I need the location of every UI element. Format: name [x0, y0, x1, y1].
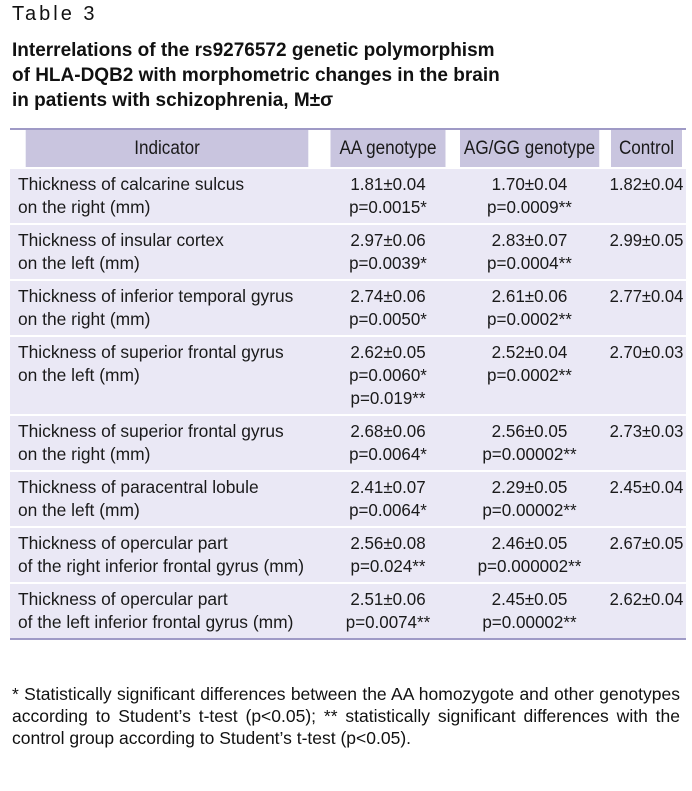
cell-text-line: Thickness of calcarine sulcus — [18, 174, 245, 194]
cell-text-line: Thickness of opercular part — [18, 533, 228, 553]
cell-text-line: p=0.000002** — [477, 556, 582, 576]
cell-text-line: p=0.0015* — [349, 197, 427, 217]
cell-text-line: p=0.0009** — [487, 197, 572, 217]
cell-text-line: 2.51±0.06 — [350, 589, 426, 609]
cell-text-line: p=0.00002** — [482, 500, 577, 520]
aa-genotype-cell — [324, 527, 452, 583]
column-header-ag-gg-genotype: AG/GG genotype — [460, 129, 600, 168]
ag-gg-genotype-cell — [452, 527, 607, 583]
cell-text-line: 2.56±0.08 — [350, 533, 426, 553]
table-row — [10, 471, 686, 527]
table-row — [10, 280, 686, 336]
cell-text-line: 2.56±0.05 — [491, 421, 568, 441]
ag-gg-genotype-cell — [452, 280, 607, 336]
ag-gg-genotype-cell — [452, 224, 607, 280]
control-cell — [607, 415, 686, 471]
cell-text-line: on the left (mm) — [18, 365, 140, 385]
table-label: Table 3 — [12, 3, 98, 25]
cell-text-line: of the right inferior frontal gyrus (mm) — [18, 556, 304, 576]
indicator-cell — [10, 471, 324, 527]
ag-gg-genotype-cell — [452, 415, 607, 471]
cell-text-line: 2.73±0.03 — [609, 421, 684, 441]
table-header — [10, 129, 686, 168]
indicator-cell — [10, 224, 324, 280]
control-cell — [607, 583, 686, 639]
cell-text-line: 2.83±0.07 — [491, 230, 568, 250]
table-row — [10, 168, 686, 224]
cell-text-line: on the left (mm) — [18, 500, 140, 520]
cell-text-line: 2.74±0.06 — [350, 286, 426, 306]
cell-text-line: on the right (mm) — [18, 309, 151, 329]
indicator-cell — [10, 168, 324, 224]
cell-text-line: Thickness of opercular part — [18, 589, 228, 609]
column-header-indicator: Indicator — [26, 129, 309, 168]
aa-genotype-cell — [324, 415, 452, 471]
control-cell — [607, 224, 686, 280]
cell-text-line: 2.68±0.06 — [350, 421, 426, 441]
cell-text-line: p=0.0002** — [487, 309, 572, 329]
cell-text-line: of the left inferior frontal gyrus (mm) — [18, 612, 294, 632]
indicator-cell — [10, 280, 324, 336]
cell-text-line: p=0.024** — [350, 556, 426, 576]
table-body — [10, 168, 686, 639]
aa-genotype-cell — [324, 336, 452, 415]
cell-text-line: p=0.0039* — [349, 253, 427, 273]
ag-gg-genotype-cell — [452, 336, 607, 415]
cell-text-line: p=0.00002** — [482, 444, 577, 464]
cell-text-line: 2.45±0.05 — [491, 589, 568, 609]
cell-text-line: p=0.0074** — [345, 612, 431, 632]
ag-gg-genotype-cell — [452, 471, 607, 527]
ag-gg-genotype-cell — [452, 583, 607, 639]
cell-text-line: 2.29±0.05 — [491, 477, 568, 497]
cell-text-line: 2.99±0.05 — [609, 230, 684, 250]
cell-text-line: Thickness of inferior temporal gyrus — [18, 286, 294, 306]
cell-text-line: p=0.00002** — [482, 612, 577, 632]
cell-text-line: 1.70±0.04 — [491, 174, 568, 194]
aa-genotype-cell — [324, 583, 452, 639]
cell-text-line: 2.97±0.06 — [350, 230, 426, 250]
cell-text-line: p=0.0064* — [349, 444, 427, 464]
table-row — [10, 224, 686, 280]
cell-text-line: p=0.0004** — [487, 253, 572, 273]
cell-text-line: on the left (mm) — [18, 253, 140, 273]
cell-text-line: 2.70±0.03 — [609, 342, 684, 362]
cell-text-line: p=0.019** — [350, 388, 426, 408]
cell-text-line: on the right (mm) — [18, 197, 151, 217]
cell-text-line: 2.67±0.05 — [609, 533, 684, 553]
table-footnote: * Statistically significant differences between the AA homozygote and other genotypes according to Student’s t-test (p<0.05); ** statistically significant differences with the control group according to Student’s t-test (p<0.05). — [12, 684, 680, 748]
control-cell — [607, 280, 686, 336]
table-row — [10, 527, 686, 583]
table-row — [10, 583, 686, 639]
cell-text-line: 2.62±0.04 — [609, 589, 684, 609]
indicator-cell — [10, 415, 324, 471]
control-cell — [607, 471, 686, 527]
control-cell — [607, 527, 686, 583]
cell-text-line: Thickness of paracentral lobule — [18, 477, 259, 497]
header-row — [10, 129, 686, 168]
cell-text-line: Thickness of insular cortex — [18, 230, 224, 250]
cell-text-line: 1.81±0.04 — [350, 174, 426, 194]
results-table — [10, 128, 686, 640]
aa-genotype-cell — [324, 280, 452, 336]
control-cell — [607, 168, 686, 224]
cell-text-line: 2.45±0.04 — [609, 477, 684, 497]
cell-text-line: 2.41±0.07 — [350, 477, 426, 497]
indicator-cell — [10, 527, 324, 583]
table-title: Interrelations of the rs9276572 genetic polymorphism of HLA-DQB2 with morphometric changes in the brain in patients with schizophrenia, M±σ — [12, 40, 500, 111]
indicator-cell — [10, 583, 324, 639]
column-header-aa-genotype: AA genotype — [330, 129, 445, 168]
cell-text-line: 2.46±0.05 — [491, 533, 568, 553]
aa-genotype-cell — [324, 168, 452, 224]
aa-genotype-cell — [324, 224, 452, 280]
cell-text-line: on the right (mm) — [18, 444, 151, 464]
cell-text-line: p=0.0060* — [349, 365, 427, 385]
cell-text-line: p=0.0064* — [349, 500, 427, 520]
cell-text-line: 2.61±0.06 — [491, 286, 568, 306]
indicator-cell — [10, 336, 324, 415]
cell-text-line: 2.62±0.05 — [350, 342, 426, 362]
column-header-control: Control — [611, 129, 682, 168]
cell-text-line: 1.82±0.04 — [609, 174, 684, 194]
cell-text-line: 2.52±0.04 — [491, 342, 568, 362]
ag-gg-genotype-cell — [452, 168, 607, 224]
aa-genotype-cell — [324, 471, 452, 527]
table-row — [10, 415, 686, 471]
cell-text-line: 2.77±0.04 — [609, 286, 684, 306]
cell-text-line: p=0.0050* — [349, 309, 427, 329]
table-row — [10, 336, 686, 415]
cell-text-line: Thickness of superior frontal gyrus — [18, 421, 284, 441]
cell-text-line: Thickness of superior frontal gyrus — [18, 342, 284, 362]
control-cell — [607, 336, 686, 415]
cell-text-line: p=0.0002** — [487, 365, 572, 385]
